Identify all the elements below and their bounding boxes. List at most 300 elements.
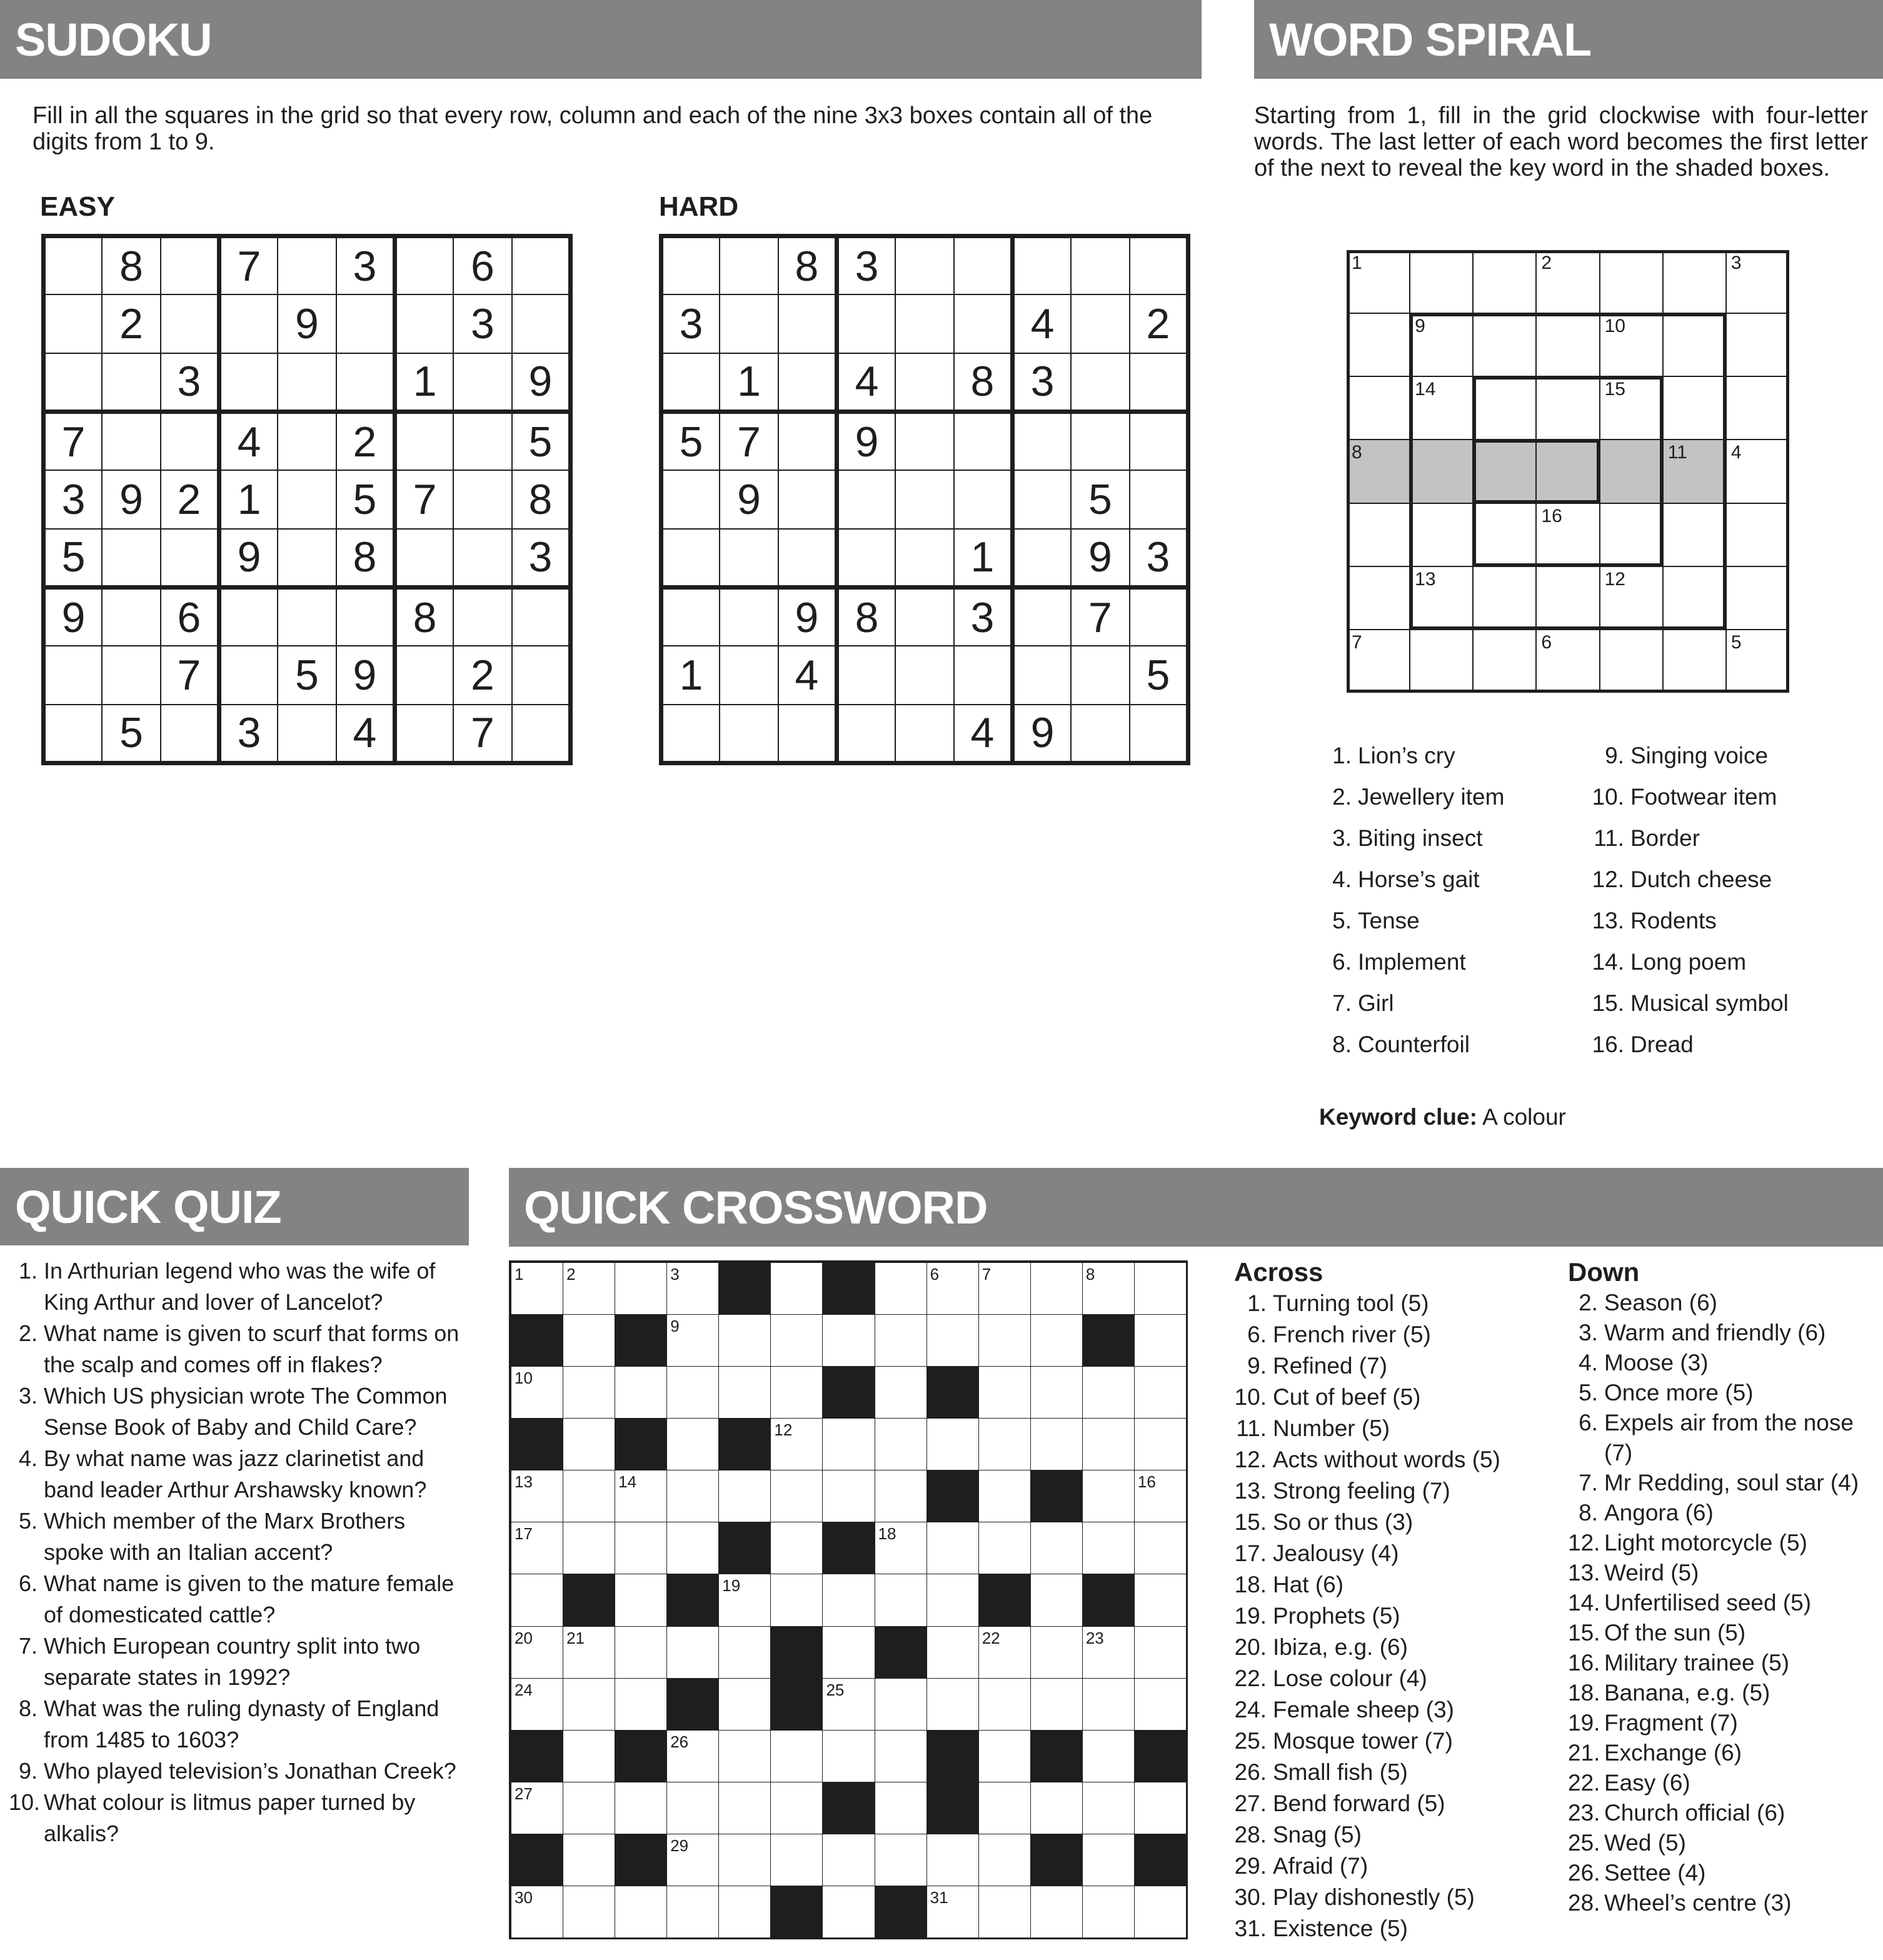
easy-sudoku-cell[interactable]: 5 [278,646,336,705]
spiral-cell[interactable] [1410,503,1473,566]
easy-sudoku-cell[interactable] [44,236,103,295]
crossword-cell[interactable] [822,1418,875,1470]
easy-sudoku-cell[interactable]: 9 [512,353,571,412]
crossword-cell[interactable] [563,1470,615,1522]
easy-sudoku-cell[interactable] [278,470,336,529]
easy-sudoku-cell[interactable] [512,294,571,353]
crossword-cell[interactable] [770,1470,823,1522]
hard-sudoku-cell[interactable] [895,529,954,588]
easy-sudoku-cell[interactable] [219,587,278,646]
crossword-cell[interactable] [875,1262,927,1315]
crossword-cell[interactable] [1134,1418,1187,1470]
easy-sudoku-cell[interactable]: 7 [161,646,219,705]
hard-sudoku-cell[interactable]: 3 [954,587,1013,646]
hard-sudoku-cell[interactable] [720,587,778,646]
hard-sudoku-cell[interactable]: 5 [1071,470,1130,529]
crossword-cell[interactable] [1134,1366,1187,1419]
hard-sudoku-cell[interactable]: 5 [1130,646,1188,705]
hard-sudoku-cell[interactable]: 3 [661,294,720,353]
crossword-cell[interactable] [615,1678,667,1731]
hard-sudoku-cell[interactable] [1012,411,1071,470]
crossword-cell[interactable] [1134,1314,1187,1367]
spiral-cell[interactable] [1600,440,1663,503]
easy-sudoku-cell[interactable] [512,587,571,646]
spiral-cell[interactable] [1410,250,1473,313]
crossword-cell[interactable] [1030,1366,1083,1419]
crossword-cell[interactable] [563,1782,615,1834]
easy-sudoku-cell[interactable] [102,529,161,588]
hard-sudoku-cell[interactable]: 8 [836,587,895,646]
spiral-cell[interactable] [1347,566,1410,630]
hard-sudoku-cell[interactable]: 4 [836,353,895,412]
crossword-cell[interactable] [718,1366,771,1419]
hard-sudoku-cell[interactable] [720,236,778,295]
crossword-cell[interactable] [1030,1678,1083,1731]
easy-sudoku-cell[interactable]: 5 [102,705,161,763]
easy-sudoku-cell[interactable]: 8 [102,236,161,295]
easy-sudoku-cell[interactable] [394,411,453,470]
crossword-cell[interactable] [1030,1418,1083,1470]
hard-sudoku-cell[interactable] [720,529,778,588]
easy-sudoku-cell[interactable] [44,353,103,412]
easy-sudoku-cell[interactable]: 1 [394,353,453,412]
easy-sudoku-cell[interactable] [44,294,103,353]
spiral-cell[interactable] [1726,313,1789,376]
crossword-cell[interactable] [718,1886,771,1938]
crossword-cell[interactable] [1082,1834,1135,1886]
hard-sudoku-cell[interactable] [661,705,720,763]
crossword-cell[interactable] [718,1730,771,1782]
easy-sudoku-cell[interactable] [512,236,571,295]
crossword-cell[interactable] [563,1366,615,1419]
easy-sudoku-cell[interactable] [102,646,161,705]
crossword-cell[interactable] [1082,1366,1135,1419]
spiral-cell[interactable] [1600,630,1663,693]
crossword-cell[interactable] [875,1470,927,1522]
hard-sudoku-cell[interactable]: 1 [954,529,1013,588]
crossword-cell[interactable] [718,1834,771,1886]
crossword-cell[interactable] [666,1470,719,1522]
hard-sudoku-cell[interactable] [1012,470,1071,529]
crossword-cell[interactable] [1030,1782,1083,1834]
easy-sudoku-cell[interactable] [161,529,219,588]
easy-sudoku-cell[interactable]: 7 [219,236,278,295]
crossword-cell[interactable] [666,1886,719,1938]
crossword-cell[interactable] [563,1730,615,1782]
crossword-cell[interactable] [563,1886,615,1938]
crossword-cell[interactable] [1134,1574,1187,1626]
hard-sudoku-cell[interactable] [954,294,1013,353]
hard-sudoku-cell[interactable] [1071,236,1130,295]
crossword-cell[interactable] [1082,1470,1135,1522]
hard-sudoku-cell[interactable]: 4 [1012,294,1071,353]
spiral-cell[interactable] [1473,376,1536,440]
hard-sudoku-cell[interactable] [895,646,954,705]
easy-sudoku-cell[interactable]: 9 [44,587,103,646]
crossword-cell[interactable] [926,1678,979,1731]
spiral-cell[interactable] [1536,313,1599,376]
easy-sudoku-cell[interactable]: 5 [44,529,103,588]
hard-sudoku-cell[interactable] [1012,646,1071,705]
crossword-cell[interactable] [770,1574,823,1626]
crossword-cell[interactable] [718,1782,771,1834]
easy-sudoku-cell[interactable] [394,646,453,705]
crossword-cell[interactable] [1082,1418,1135,1470]
spiral-cell[interactable] [1663,376,1726,440]
hard-sudoku-cell[interactable] [1071,411,1130,470]
hard-sudoku-cell[interactable]: 2 [1130,294,1188,353]
crossword-cell[interactable] [666,1626,719,1679]
hard-sudoku-cell[interactable] [954,411,1013,470]
crossword-cell[interactable] [875,1314,927,1367]
crossword-cell[interactable] [875,1678,927,1731]
spiral-cell[interactable] [1473,313,1536,376]
easy-sudoku-cell[interactable]: 9 [219,529,278,588]
hard-sudoku-cell[interactable] [895,236,954,295]
hard-sudoku-cell[interactable]: 9 [1071,529,1130,588]
easy-sudoku-cell[interactable]: 3 [161,353,219,412]
hard-sudoku-cell[interactable] [661,236,720,295]
easy-sudoku-cell[interactable]: 8 [336,529,395,588]
easy-sudoku-cell[interactable]: 2 [161,470,219,529]
easy-sudoku-cell[interactable] [512,646,571,705]
easy-sudoku-cell[interactable]: 7 [453,705,512,763]
hard-sudoku-cell[interactable] [661,470,720,529]
easy-sudoku-cell[interactable] [394,236,453,295]
crossword-cell[interactable] [926,1834,979,1886]
spiral-cell[interactable] [1347,313,1410,376]
hard-sudoku-cell[interactable]: 1 [661,646,720,705]
hard-sudoku-cell[interactable] [1071,646,1130,705]
crossword-cell[interactable] [926,1574,979,1626]
crossword-cell[interactable] [978,1730,1031,1782]
spiral-cell[interactable] [1663,313,1726,376]
easy-sudoku-cell[interactable] [453,411,512,470]
crossword-cell[interactable] [1134,1522,1187,1574]
spiral-cell[interactable] [1473,503,1536,566]
crossword-cell[interactable] [718,1626,771,1679]
spiral-cell[interactable] [1473,630,1536,693]
hard-sudoku-cell[interactable]: 9 [836,411,895,470]
easy-sudoku-cell[interactable] [44,705,103,763]
crossword-cell[interactable] [1082,1678,1135,1731]
crossword-cell[interactable] [1082,1730,1135,1782]
crossword-cell[interactable] [926,1626,979,1679]
hard-sudoku-cell[interactable] [895,353,954,412]
spiral-cell[interactable] [1663,250,1726,313]
hard-sudoku-cell[interactable] [895,705,954,763]
hard-sudoku-cell[interactable] [954,470,1013,529]
crossword-cell[interactable] [822,1314,875,1367]
crossword-cell[interactable] [1134,1782,1187,1834]
easy-sudoku-cell[interactable] [336,587,395,646]
crossword-cell[interactable] [563,1678,615,1731]
easy-sudoku-cell[interactable]: 2 [336,411,395,470]
hard-sudoku-cell[interactable] [720,705,778,763]
easy-sudoku-cell[interactable] [161,411,219,470]
hard-sudoku-cell[interactable] [1130,587,1188,646]
easy-sudoku-cell[interactable] [453,529,512,588]
crossword-cell[interactable] [978,1314,1031,1367]
crossword-cell[interactable] [1030,1626,1083,1679]
crossword-cell[interactable] [978,1418,1031,1470]
hard-sudoku-cell[interactable] [778,294,837,353]
crossword-cell[interactable] [563,1834,615,1886]
crossword-cell[interactable] [615,1262,667,1315]
easy-sudoku-cell[interactable]: 5 [336,470,395,529]
easy-sudoku-cell[interactable] [161,294,219,353]
crossword-cell[interactable] [718,1470,771,1522]
easy-sudoku-cell[interactable] [453,470,512,529]
crossword-cell[interactable] [770,1366,823,1419]
hard-sudoku-cell[interactable] [1130,470,1188,529]
easy-sudoku-cell[interactable] [278,529,336,588]
crossword-cell[interactable] [770,1834,823,1886]
crossword-cell[interactable] [978,1470,1031,1522]
easy-sudoku-cell[interactable] [219,353,278,412]
spiral-cell[interactable] [1726,503,1789,566]
easy-sudoku-cell[interactable] [161,705,219,763]
hard-sudoku-cell[interactable] [1071,294,1130,353]
crossword-cell[interactable] [770,1314,823,1367]
hard-sudoku-cell[interactable] [836,294,895,353]
spiral-cell[interactable] [1726,376,1789,440]
crossword-cell[interactable] [1030,1262,1083,1315]
crossword-cell[interactable] [563,1522,615,1574]
easy-sudoku-cell[interactable]: 7 [44,411,103,470]
crossword-cell[interactable] [822,1730,875,1782]
spiral-cell[interactable] [1600,503,1663,566]
easy-sudoku-cell[interactable] [453,587,512,646]
crossword-cell[interactable] [875,1418,927,1470]
hard-sudoku-cell[interactable] [1071,705,1130,763]
crossword-cell[interactable] [770,1730,823,1782]
hard-sudoku-cell[interactable]: 7 [720,411,778,470]
easy-sudoku-cell[interactable] [278,353,336,412]
hard-sudoku-cell[interactable] [836,705,895,763]
hard-sudoku-cell[interactable] [836,646,895,705]
hard-sudoku-cell[interactable] [895,294,954,353]
hard-sudoku-cell[interactable] [778,353,837,412]
crossword-cell[interactable] [822,1834,875,1886]
easy-sudoku-cell[interactable]: 4 [336,705,395,763]
easy-sudoku-cell[interactable] [102,587,161,646]
hard-sudoku-cell[interactable] [836,470,895,529]
easy-sudoku-cell[interactable] [336,294,395,353]
crossword-cell[interactable] [978,1366,1031,1419]
hard-sudoku-cell[interactable]: 3 [1012,353,1071,412]
easy-sudoku-cell[interactable]: 5 [512,411,571,470]
hard-sudoku-cell[interactable] [1130,411,1188,470]
hard-sudoku-cell[interactable]: 4 [954,705,1013,763]
easy-sudoku-cell[interactable]: 8 [512,470,571,529]
crossword-cell[interactable] [563,1418,615,1470]
easy-sudoku-cell[interactable]: 9 [102,470,161,529]
crossword-cell[interactable] [666,1418,719,1470]
spiral-cell[interactable] [1536,376,1599,440]
hard-sudoku-cell[interactable] [661,587,720,646]
crossword-cell[interactable] [822,1886,875,1938]
easy-sudoku-cell[interactable]: 6 [453,236,512,295]
hard-sudoku-cell[interactable] [720,646,778,705]
easy-sudoku-cell[interactable]: 1 [219,470,278,529]
hard-sudoku-cell[interactable] [1012,587,1071,646]
easy-sudoku-cell[interactable] [394,705,453,763]
hard-sudoku-cell[interactable] [954,236,1013,295]
crossword-cell[interactable] [978,1834,1031,1886]
crossword-cell[interactable] [1030,1314,1083,1367]
easy-sudoku-cell[interactable] [336,353,395,412]
easy-sudoku-cell[interactable]: 3 [453,294,512,353]
easy-sudoku-cell[interactable] [278,411,336,470]
hard-sudoku-cell[interactable] [1012,529,1071,588]
spiral-cell[interactable] [1473,566,1536,630]
easy-sudoku-cell[interactable]: 3 [44,470,103,529]
crossword-cell[interactable] [926,1418,979,1470]
crossword-cell[interactable] [978,1522,1031,1574]
crossword-cell[interactable] [1134,1262,1187,1315]
crossword-cell[interactable] [978,1886,1031,1938]
hard-sudoku-cell[interactable] [1130,236,1188,295]
crossword-cell[interactable] [511,1574,563,1626]
hard-sudoku-cell[interactable] [1130,705,1188,763]
spiral-cell[interactable] [1347,376,1410,440]
hard-sudoku-cell[interactable] [778,705,837,763]
hard-sudoku-cell[interactable]: 8 [778,236,837,295]
easy-sudoku-cell[interactable]: 3 [512,529,571,588]
easy-sudoku-cell[interactable] [102,411,161,470]
crossword-cell[interactable] [615,1782,667,1834]
hard-sudoku-cell[interactable] [778,411,837,470]
easy-sudoku-cell[interactable]: 7 [394,470,453,529]
crossword-cell[interactable] [978,1678,1031,1731]
crossword-cell[interactable] [1134,1678,1187,1731]
easy-sudoku-cell[interactable]: 9 [278,294,336,353]
hard-sudoku-cell[interactable] [836,529,895,588]
hard-sudoku-cell[interactable]: 4 [778,646,837,705]
crossword-cell[interactable] [615,1366,667,1419]
easy-sudoku-cell[interactable] [219,294,278,353]
easy-sudoku-cell[interactable] [44,646,103,705]
hard-sudoku-cell[interactable] [1130,353,1188,412]
easy-sudoku-cell[interactable]: 9 [336,646,395,705]
crossword-cell[interactable] [1082,1886,1135,1938]
spiral-cell[interactable] [1473,250,1536,313]
crossword-cell[interactable] [926,1522,979,1574]
spiral-cell[interactable] [1347,503,1410,566]
hard-sudoku-cell[interactable]: 1 [720,353,778,412]
hard-sudoku-cell[interactable]: 9 [720,470,778,529]
hard-sudoku-cell[interactable] [720,294,778,353]
spiral-cell[interactable] [1600,250,1663,313]
crossword-cell[interactable] [1030,1886,1083,1938]
easy-sudoku-cell[interactable] [278,587,336,646]
crossword-cell[interactable] [875,1782,927,1834]
crossword-cell[interactable] [1030,1574,1083,1626]
spiral-cell[interactable] [1410,440,1473,503]
hard-sudoku-cell[interactable]: 7 [1071,587,1130,646]
crossword-cell[interactable] [822,1626,875,1679]
crossword-cell[interactable] [875,1574,927,1626]
easy-sudoku-cell[interactable]: 8 [394,587,453,646]
hard-sudoku-cell[interactable] [1012,236,1071,295]
easy-sudoku-cell[interactable]: 3 [219,705,278,763]
crossword-cell[interactable] [822,1470,875,1522]
easy-sudoku-cell[interactable]: 6 [161,587,219,646]
easy-sudoku-cell[interactable] [394,294,453,353]
crossword-cell[interactable] [615,1574,667,1626]
crossword-cell[interactable] [875,1366,927,1419]
spiral-cell[interactable] [1536,566,1599,630]
spiral-cell[interactable] [1663,630,1726,693]
crossword-cell[interactable] [718,1314,771,1367]
crossword-cell[interactable] [926,1314,979,1367]
crossword-cell[interactable] [1082,1522,1135,1574]
crossword-cell[interactable] [1134,1626,1187,1679]
easy-sudoku-cell[interactable] [512,705,571,763]
easy-sudoku-cell[interactable] [278,705,336,763]
hard-sudoku-cell[interactable] [895,470,954,529]
easy-sudoku-cell[interactable] [278,236,336,295]
hard-sudoku-cell[interactable] [895,411,954,470]
crossword-cell[interactable] [666,1366,719,1419]
crossword-cell[interactable] [770,1262,823,1315]
hard-sudoku-cell[interactable]: 8 [954,353,1013,412]
easy-sudoku-cell[interactable]: 3 [336,236,395,295]
spiral-cell[interactable] [1663,566,1726,630]
easy-sudoku-cell[interactable] [453,353,512,412]
crossword-cell[interactable] [770,1782,823,1834]
hard-sudoku-cell[interactable] [778,470,837,529]
crossword-cell[interactable] [615,1522,667,1574]
crossword-cell[interactable] [615,1886,667,1938]
hard-sudoku-cell[interactable]: 9 [1012,705,1071,763]
easy-sudoku-cell[interactable] [161,236,219,295]
crossword-cell[interactable] [1134,1886,1187,1938]
hard-sudoku-cell[interactable]: 3 [836,236,895,295]
crossword-cell[interactable] [615,1626,667,1679]
hard-sudoku-cell[interactable] [1071,353,1130,412]
crossword-cell[interactable] [978,1782,1031,1834]
crossword-cell[interactable] [563,1314,615,1367]
hard-sudoku-cell[interactable]: 3 [1130,529,1188,588]
crossword-cell[interactable] [666,1782,719,1834]
hard-sudoku-cell[interactable] [895,587,954,646]
easy-sudoku-cell[interactable]: 4 [219,411,278,470]
easy-sudoku-cell[interactable] [219,646,278,705]
easy-sudoku-cell[interactable] [102,353,161,412]
crossword-cell[interactable] [718,1678,771,1731]
crossword-cell[interactable] [1082,1782,1135,1834]
hard-sudoku-cell[interactable]: 5 [661,411,720,470]
crossword-cell[interactable] [822,1574,875,1626]
easy-sudoku-cell[interactable] [394,529,453,588]
easy-sudoku-cell[interactable]: 2 [102,294,161,353]
crossword-cell[interactable] [770,1522,823,1574]
hard-sudoku-cell[interactable] [778,529,837,588]
crossword-cell[interactable] [1030,1522,1083,1574]
hard-sudoku-cell[interactable] [661,529,720,588]
spiral-cell[interactable] [1663,503,1726,566]
hard-sudoku-cell[interactable] [661,353,720,412]
spiral-cell[interactable] [1726,566,1789,630]
spiral-cell[interactable] [1410,630,1473,693]
crossword-cell[interactable] [875,1730,927,1782]
crossword-cell[interactable] [875,1834,927,1886]
hard-sudoku-cell[interactable]: 9 [778,587,837,646]
hard-sudoku-cell[interactable] [954,646,1013,705]
easy-sudoku-cell[interactable]: 2 [453,646,512,705]
